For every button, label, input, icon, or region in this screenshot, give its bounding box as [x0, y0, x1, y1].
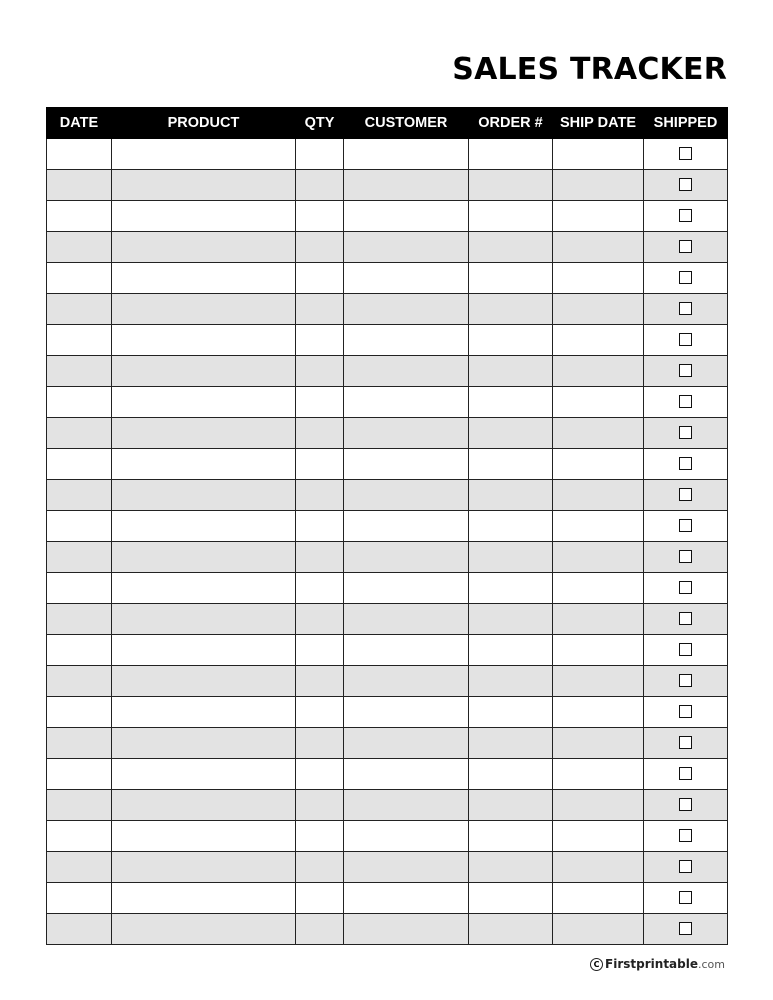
product-cell[interactable]	[112, 170, 296, 201]
table-row	[47, 666, 728, 697]
ship-date-cell[interactable]	[553, 139, 644, 170]
shipped-cell	[644, 573, 728, 604]
customer-cell[interactable]	[344, 449, 469, 480]
table-row	[47, 697, 728, 728]
qty-cell[interactable]	[296, 883, 344, 914]
shipped-checkbox[interactable]	[679, 581, 692, 594]
shipped-checkbox[interactable]	[679, 643, 692, 656]
qty-cell[interactable]	[296, 232, 344, 263]
product-cell[interactable]	[112, 232, 296, 263]
date-cell[interactable]	[47, 449, 112, 480]
qty-cell[interactable]	[296, 263, 344, 294]
table-row	[47, 232, 728, 263]
order-number-cell[interactable]	[469, 170, 553, 201]
customer-cell[interactable]	[344, 759, 469, 790]
table-row	[47, 325, 728, 356]
customer-cell[interactable]	[344, 356, 469, 387]
ship-date-cell[interactable]	[553, 449, 644, 480]
ship-date-cell[interactable]	[553, 883, 644, 914]
qty-cell[interactable]	[296, 759, 344, 790]
product-cell[interactable]	[112, 666, 296, 697]
order-number-cell[interactable]	[469, 759, 553, 790]
table-row	[47, 356, 728, 387]
qty-cell[interactable]	[296, 418, 344, 449]
shipped-cell	[644, 697, 728, 728]
shipped-cell	[644, 232, 728, 263]
customer-cell[interactable]	[344, 480, 469, 511]
order-number-cell[interactable]	[469, 263, 553, 294]
table-row	[47, 542, 728, 573]
brand-domain: .com	[698, 957, 725, 971]
date-cell[interactable]	[47, 480, 112, 511]
ship-date-cell[interactable]	[553, 387, 644, 418]
customer-cell[interactable]	[344, 418, 469, 449]
shipped-checkbox[interactable]	[679, 798, 692, 811]
date-cell[interactable]	[47, 542, 112, 573]
product-cell[interactable]	[112, 573, 296, 604]
date-cell[interactable]	[47, 790, 112, 821]
product-cell[interactable]	[112, 821, 296, 852]
product-cell[interactable]	[112, 759, 296, 790]
ship-date-cell[interactable]	[553, 821, 644, 852]
date-cell[interactable]	[47, 635, 112, 666]
ship-date-cell[interactable]	[553, 170, 644, 201]
product-cell[interactable]	[112, 697, 296, 728]
order-number-cell[interactable]	[469, 449, 553, 480]
product-cell[interactable]	[112, 635, 296, 666]
table-row	[47, 387, 728, 418]
header-row	[47, 108, 728, 139]
customer-cell[interactable]	[344, 263, 469, 294]
product-cell[interactable]	[112, 480, 296, 511]
customer-cell[interactable]	[344, 604, 469, 635]
ship-date-cell[interactable]	[553, 511, 644, 542]
shipped-cell	[644, 170, 728, 201]
order-number-cell[interactable]	[469, 697, 553, 728]
table-row	[47, 139, 728, 170]
product-cell[interactable]	[112, 449, 296, 480]
order-number-cell[interactable]	[469, 666, 553, 697]
date-cell[interactable]	[47, 852, 112, 883]
ship-date-cell[interactable]	[553, 480, 644, 511]
order-number-cell[interactable]	[469, 852, 553, 883]
product-cell[interactable]	[112, 201, 296, 232]
date-cell[interactable]	[47, 387, 112, 418]
product-cell[interactable]	[112, 790, 296, 821]
shipped-checkbox[interactable]	[679, 550, 692, 563]
customer-cell[interactable]	[344, 573, 469, 604]
shipped-cell	[644, 914, 728, 945]
table-row	[47, 263, 728, 294]
customer-cell[interactable]	[344, 852, 469, 883]
order-number-cell[interactable]	[469, 511, 553, 542]
shipped-cell	[644, 635, 728, 666]
qty-cell[interactable]	[296, 511, 344, 542]
shipped-checkbox[interactable]	[679, 364, 692, 377]
shipped-cell	[644, 666, 728, 697]
order-number-cell[interactable]	[469, 201, 553, 232]
shipped-cell	[644, 139, 728, 170]
order-number-cell[interactable]	[469, 883, 553, 914]
qty-cell[interactable]	[296, 914, 344, 945]
shipped-cell	[644, 728, 728, 759]
product-cell[interactable]	[112, 294, 296, 325]
table-row	[47, 573, 728, 604]
date-cell[interactable]	[47, 418, 112, 449]
product-cell[interactable]	[112, 511, 296, 542]
qty-cell[interactable]	[296, 697, 344, 728]
shipped-checkbox[interactable]	[679, 612, 692, 625]
shipped-cell	[644, 263, 728, 294]
product-cell[interactable]	[112, 139, 296, 170]
shipped-checkbox[interactable]	[679, 891, 692, 904]
shipped-checkbox[interactable]	[679, 333, 692, 346]
date-cell[interactable]	[47, 883, 112, 914]
qty-cell[interactable]	[296, 790, 344, 821]
qty-cell[interactable]	[296, 325, 344, 356]
shipped-checkbox[interactable]	[679, 426, 692, 439]
table-row	[47, 852, 728, 883]
qty-cell[interactable]	[296, 666, 344, 697]
product-cell[interactable]	[112, 356, 296, 387]
date-cell[interactable]	[47, 573, 112, 604]
table-row	[47, 480, 728, 511]
customer-cell[interactable]	[344, 542, 469, 573]
date-cell[interactable]	[47, 263, 112, 294]
ship-date-cell[interactable]	[553, 263, 644, 294]
order-number-cell[interactable]	[469, 232, 553, 263]
product-cell[interactable]	[112, 325, 296, 356]
qty-cell[interactable]	[296, 728, 344, 759]
ship-date-cell[interactable]	[553, 914, 644, 945]
qty-cell[interactable]	[296, 170, 344, 201]
shipped-cell	[644, 201, 728, 232]
customer-cell[interactable]	[344, 170, 469, 201]
order-number-cell[interactable]	[469, 728, 553, 759]
qty-cell[interactable]	[296, 542, 344, 573]
table-row	[47, 418, 728, 449]
product-cell[interactable]	[112, 418, 296, 449]
product-cell[interactable]	[112, 604, 296, 635]
order-number-cell[interactable]	[469, 356, 553, 387]
product-cell[interactable]	[112, 914, 296, 945]
ship-date-cell[interactable]	[553, 418, 644, 449]
shipped-cell	[644, 294, 728, 325]
shipped-cell	[644, 604, 728, 635]
shipped-cell	[644, 852, 728, 883]
table-row	[47, 511, 728, 542]
shipped-cell	[644, 790, 728, 821]
copyright-icon: C	[590, 958, 603, 971]
order-number-cell[interactable]	[469, 635, 553, 666]
order-number-cell[interactable]	[469, 418, 553, 449]
qty-cell[interactable]	[296, 480, 344, 511]
customer-cell[interactable]	[344, 294, 469, 325]
customer-cell[interactable]	[344, 511, 469, 542]
column-header-date: DATE	[47, 108, 112, 139]
column-header-order-number: ORDER #	[469, 108, 553, 139]
shipped-checkbox[interactable]	[679, 209, 692, 222]
qty-cell[interactable]	[296, 449, 344, 480]
table-row	[47, 294, 728, 325]
shipped-cell	[644, 387, 728, 418]
qty-cell[interactable]	[296, 573, 344, 604]
table-row	[47, 449, 728, 480]
table-row	[47, 883, 728, 914]
shipped-cell	[644, 480, 728, 511]
table-row	[47, 821, 728, 852]
shipped-cell	[644, 418, 728, 449]
table-row	[47, 604, 728, 635]
date-cell[interactable]	[47, 232, 112, 263]
shipped-checkbox[interactable]	[679, 178, 692, 191]
customer-cell[interactable]	[344, 201, 469, 232]
shipped-cell	[644, 542, 728, 573]
ship-date-cell[interactable]	[553, 201, 644, 232]
ship-date-cell[interactable]	[553, 697, 644, 728]
shipped-checkbox[interactable]	[679, 240, 692, 253]
page-title: SALES TRACKER	[452, 52, 727, 87]
qty-cell[interactable]	[296, 821, 344, 852]
ship-date-cell[interactable]	[553, 604, 644, 635]
product-cell[interactable]	[112, 728, 296, 759]
order-number-cell[interactable]	[469, 573, 553, 604]
date-cell[interactable]	[47, 170, 112, 201]
product-cell[interactable]	[112, 542, 296, 573]
shipped-checkbox[interactable]	[679, 922, 692, 935]
date-cell[interactable]	[47, 914, 112, 945]
product-cell[interactable]	[112, 263, 296, 294]
ship-date-cell[interactable]	[553, 325, 644, 356]
date-cell[interactable]	[47, 511, 112, 542]
table-row	[47, 170, 728, 201]
order-number-cell[interactable]	[469, 821, 553, 852]
date-cell[interactable]	[47, 201, 112, 232]
ship-date-cell[interactable]	[553, 666, 644, 697]
date-cell[interactable]	[47, 666, 112, 697]
shipped-cell	[644, 759, 728, 790]
column-header-product: PRODUCT	[112, 108, 296, 139]
customer-cell[interactable]	[344, 914, 469, 945]
shipped-cell	[644, 449, 728, 480]
customer-cell[interactable]	[344, 728, 469, 759]
order-number-cell[interactable]	[469, 294, 553, 325]
customer-cell[interactable]	[344, 232, 469, 263]
table-row	[47, 790, 728, 821]
customer-cell[interactable]	[344, 790, 469, 821]
date-cell[interactable]	[47, 356, 112, 387]
shipped-checkbox[interactable]	[679, 860, 692, 873]
order-number-cell[interactable]	[469, 139, 553, 170]
column-header-ship-date: SHIP DATE	[553, 108, 644, 139]
ship-date-cell[interactable]	[553, 759, 644, 790]
shipped-checkbox[interactable]	[679, 302, 692, 315]
table-row	[47, 201, 728, 232]
date-cell[interactable]	[47, 759, 112, 790]
shipped-checkbox[interactable]	[679, 488, 692, 501]
footer-credit	[590, 957, 725, 971]
product-cell[interactable]	[112, 387, 296, 418]
ship-date-cell[interactable]	[553, 635, 644, 666]
ship-date-cell[interactable]	[553, 728, 644, 759]
order-number-cell[interactable]	[469, 387, 553, 418]
qty-cell[interactable]	[296, 387, 344, 418]
shipped-checkbox[interactable]	[679, 271, 692, 284]
shipped-cell	[644, 821, 728, 852]
date-cell[interactable]	[47, 294, 112, 325]
qty-cell[interactable]	[296, 852, 344, 883]
ship-date-cell[interactable]	[553, 573, 644, 604]
shipped-checkbox[interactable]	[679, 736, 692, 749]
shipped-checkbox[interactable]	[679, 767, 692, 780]
ship-date-cell[interactable]	[553, 232, 644, 263]
qty-cell[interactable]	[296, 201, 344, 232]
customer-cell[interactable]	[344, 139, 469, 170]
customer-cell[interactable]	[344, 325, 469, 356]
column-header-qty: QTY	[296, 108, 344, 139]
order-number-cell[interactable]	[469, 480, 553, 511]
qty-cell[interactable]	[296, 604, 344, 635]
product-cell[interactable]	[112, 883, 296, 914]
order-number-cell[interactable]	[469, 542, 553, 573]
shipped-cell	[644, 356, 728, 387]
table-row	[47, 914, 728, 945]
customer-cell[interactable]	[344, 387, 469, 418]
qty-cell[interactable]	[296, 294, 344, 325]
qty-cell[interactable]	[296, 356, 344, 387]
ship-date-cell[interactable]	[553, 356, 644, 387]
table-row	[47, 759, 728, 790]
date-cell[interactable]	[47, 728, 112, 759]
date-cell[interactable]	[47, 139, 112, 170]
product-cell[interactable]	[112, 852, 296, 883]
ship-date-cell[interactable]	[553, 294, 644, 325]
sales-tracker-table	[46, 107, 728, 945]
customer-cell[interactable]	[344, 883, 469, 914]
ship-date-cell[interactable]	[553, 790, 644, 821]
shipped-checkbox[interactable]	[679, 705, 692, 718]
shipped-cell	[644, 325, 728, 356]
ship-date-cell[interactable]	[553, 542, 644, 573]
order-number-cell[interactable]	[469, 604, 553, 635]
date-cell[interactable]	[47, 697, 112, 728]
qty-cell[interactable]	[296, 635, 344, 666]
shipped-cell	[644, 511, 728, 542]
customer-cell[interactable]	[344, 666, 469, 697]
date-cell[interactable]	[47, 604, 112, 635]
order-number-cell[interactable]	[469, 790, 553, 821]
order-number-cell[interactable]	[469, 325, 553, 356]
table-row	[47, 635, 728, 666]
column-header-shipped: SHIPPED	[644, 108, 728, 139]
shipped-checkbox[interactable]	[679, 519, 692, 532]
customer-cell[interactable]	[344, 697, 469, 728]
table-body	[47, 139, 728, 945]
date-cell[interactable]	[47, 325, 112, 356]
date-cell[interactable]	[47, 821, 112, 852]
shipped-checkbox[interactable]	[679, 829, 692, 842]
qty-cell[interactable]	[296, 139, 344, 170]
customer-cell[interactable]	[344, 821, 469, 852]
shipped-checkbox[interactable]	[679, 147, 692, 160]
ship-date-cell[interactable]	[553, 852, 644, 883]
shipped-checkbox[interactable]	[679, 395, 692, 408]
shipped-checkbox[interactable]	[679, 457, 692, 470]
shipped-cell	[644, 883, 728, 914]
column-header-customer: CUSTOMER	[344, 108, 469, 139]
brand-name: Firstprintable	[605, 957, 698, 971]
shipped-checkbox[interactable]	[679, 674, 692, 687]
order-number-cell[interactable]	[469, 914, 553, 945]
customer-cell[interactable]	[344, 635, 469, 666]
table-row	[47, 728, 728, 759]
